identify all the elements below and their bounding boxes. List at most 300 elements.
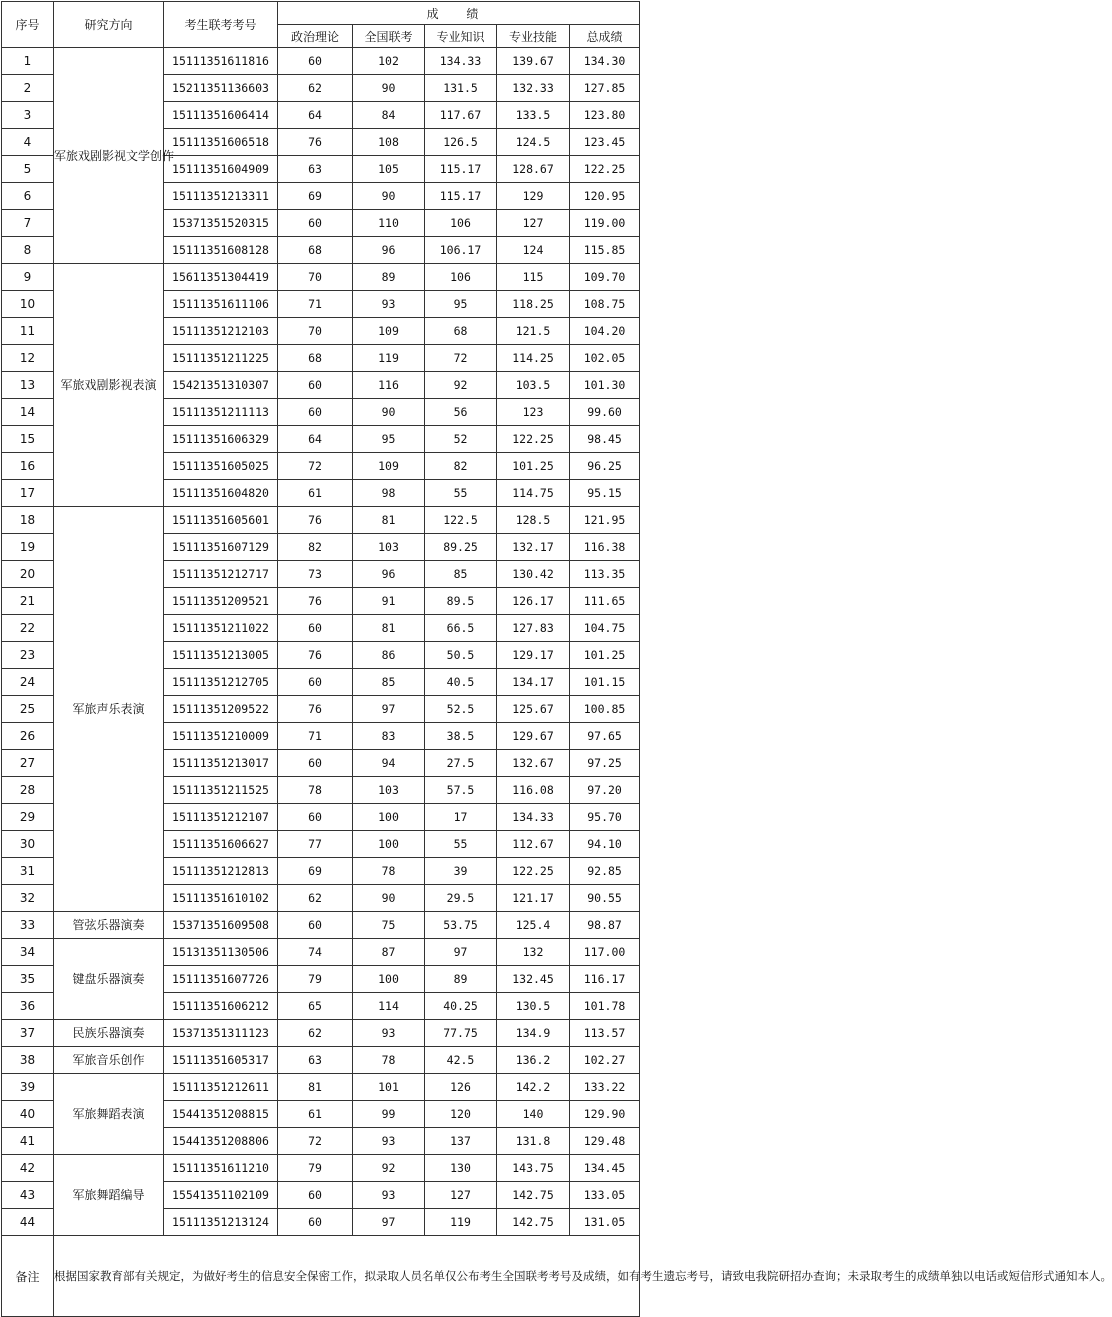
skill-cell: 125.67 xyxy=(497,696,570,723)
exam-id-cell: 15111351605317 xyxy=(164,1047,278,1074)
note-label: 备注 xyxy=(2,1236,54,1317)
skill-cell: 126.17 xyxy=(497,588,570,615)
national-cell: 81 xyxy=(353,507,425,534)
exam-id-cell: 15111351608128 xyxy=(164,237,278,264)
skill-cell: 118.25 xyxy=(497,291,570,318)
skill-cell: 112.67 xyxy=(497,831,570,858)
seq-cell: 36 xyxy=(2,993,54,1020)
exam-id-cell: 15371351609508 xyxy=(164,912,278,939)
table-row xyxy=(2,1074,640,1101)
politics-cell: 60 xyxy=(278,804,353,831)
seq-cell: 21 xyxy=(2,588,54,615)
seq-cell: 38 xyxy=(2,1047,54,1074)
national-cell: 100 xyxy=(353,831,425,858)
direction-cell: 民族乐器演奏 xyxy=(54,1020,164,1047)
politics-cell: 82 xyxy=(278,534,353,561)
seq-cell: 34 xyxy=(2,939,54,966)
total-cell: 108.75 xyxy=(570,291,640,318)
knowledge-cell: 42.5 xyxy=(425,1047,497,1074)
direction-cell: 军旅舞蹈编导 xyxy=(54,1155,164,1236)
knowledge-cell: 126 xyxy=(425,1074,497,1101)
politics-cell: 76 xyxy=(278,696,353,723)
seq-cell: 6 xyxy=(2,183,54,210)
knowledge-cell: 92 xyxy=(425,372,497,399)
seq-cell: 18 xyxy=(2,507,54,534)
total-cell: 116.38 xyxy=(570,534,640,561)
total-cell: 115.85 xyxy=(570,237,640,264)
national-cell: 109 xyxy=(353,318,425,345)
seq-cell: 24 xyxy=(2,669,54,696)
national-cell: 105 xyxy=(353,156,425,183)
total-cell: 99.60 xyxy=(570,399,640,426)
politics-cell: 68 xyxy=(278,237,353,264)
politics-cell: 76 xyxy=(278,588,353,615)
knowledge-cell: 55 xyxy=(425,480,497,507)
exam-id-cell: 15111351212705 xyxy=(164,669,278,696)
politics-cell: 76 xyxy=(278,129,353,156)
national-cell: 93 xyxy=(353,1020,425,1047)
skill-cell: 121.17 xyxy=(497,885,570,912)
seq-cell: 10 xyxy=(2,291,54,318)
exam-id-cell: 15111351606212 xyxy=(164,993,278,1020)
knowledge-cell: 115.17 xyxy=(425,156,497,183)
direction-cell: 军旅舞蹈表演 xyxy=(54,1074,164,1155)
seq-cell: 13 xyxy=(2,372,54,399)
header-total: 总成绩 xyxy=(570,25,640,48)
skill-cell: 129.67 xyxy=(497,723,570,750)
national-cell: 90 xyxy=(353,399,425,426)
total-cell: 101.30 xyxy=(570,372,640,399)
exam-id-cell: 15211351136603 xyxy=(164,75,278,102)
politics-cell: 61 xyxy=(278,480,353,507)
total-cell: 102.05 xyxy=(570,345,640,372)
skill-cell: 122.25 xyxy=(497,426,570,453)
politics-cell: 60 xyxy=(278,1182,353,1209)
knowledge-cell: 89 xyxy=(425,966,497,993)
total-cell: 133.05 xyxy=(570,1182,640,1209)
table-row xyxy=(2,507,640,534)
national-cell: 93 xyxy=(353,1128,425,1155)
national-cell: 85 xyxy=(353,669,425,696)
skill-cell: 116.08 xyxy=(497,777,570,804)
politics-cell: 63 xyxy=(278,1047,353,1074)
total-cell: 129.48 xyxy=(570,1128,640,1155)
national-cell: 93 xyxy=(353,1182,425,1209)
seq-cell: 12 xyxy=(2,345,54,372)
knowledge-cell: 127 xyxy=(425,1182,497,1209)
seq-cell: 31 xyxy=(2,858,54,885)
knowledge-cell: 72 xyxy=(425,345,497,372)
exam-id-cell: 15111351209521 xyxy=(164,588,278,615)
knowledge-cell: 117.67 xyxy=(425,102,497,129)
knowledge-cell: 89.25 xyxy=(425,534,497,561)
national-cell: 97 xyxy=(353,1209,425,1236)
seq-cell: 26 xyxy=(2,723,54,750)
total-cell: 102.27 xyxy=(570,1047,640,1074)
total-cell: 123.80 xyxy=(570,102,640,129)
politics-cell: 62 xyxy=(278,1020,353,1047)
politics-cell: 69 xyxy=(278,183,353,210)
total-cell: 117.00 xyxy=(570,939,640,966)
knowledge-cell: 38.5 xyxy=(425,723,497,750)
knowledge-cell: 122.5 xyxy=(425,507,497,534)
politics-cell: 71 xyxy=(278,291,353,318)
table-row xyxy=(2,264,640,291)
politics-cell: 60 xyxy=(278,372,353,399)
politics-cell: 71 xyxy=(278,723,353,750)
exam-id-cell: 15111351604820 xyxy=(164,480,278,507)
knowledge-cell: 134.33 xyxy=(425,48,497,75)
seq-cell: 41 xyxy=(2,1128,54,1155)
seq-cell: 4 xyxy=(2,129,54,156)
seq-cell: 33 xyxy=(2,912,54,939)
skill-cell: 142.2 xyxy=(497,1074,570,1101)
skill-cell: 128.5 xyxy=(497,507,570,534)
national-cell: 97 xyxy=(353,696,425,723)
skill-cell: 115 xyxy=(497,264,570,291)
total-cell: 113.35 xyxy=(570,561,640,588)
seq-cell: 16 xyxy=(2,453,54,480)
total-cell: 116.17 xyxy=(570,966,640,993)
national-cell: 91 xyxy=(353,588,425,615)
knowledge-cell: 106 xyxy=(425,210,497,237)
knowledge-cell: 53.75 xyxy=(425,912,497,939)
national-cell: 95 xyxy=(353,426,425,453)
total-cell: 95.70 xyxy=(570,804,640,831)
politics-cell: 61 xyxy=(278,1101,353,1128)
national-cell: 103 xyxy=(353,777,425,804)
direction-cell: 军旅戏剧影视文学创作 xyxy=(54,48,164,264)
seq-cell: 29 xyxy=(2,804,54,831)
table-row xyxy=(2,1155,640,1182)
direction-cell: 军旅声乐表演 xyxy=(54,507,164,912)
skill-cell: 134.33 xyxy=(497,804,570,831)
politics-cell: 62 xyxy=(278,885,353,912)
direction-cell: 军旅音乐创作 xyxy=(54,1047,164,1074)
total-cell: 131.05 xyxy=(570,1209,640,1236)
skill-cell: 101.25 xyxy=(497,453,570,480)
total-cell: 101.15 xyxy=(570,669,640,696)
total-cell: 123.45 xyxy=(570,129,640,156)
header-knowledge: 专业知识 xyxy=(425,25,497,48)
header-exam-id: 考生联考考号 xyxy=(164,2,278,48)
seq-cell: 27 xyxy=(2,750,54,777)
seq-cell: 32 xyxy=(2,885,54,912)
national-cell: 92 xyxy=(353,1155,425,1182)
seq-cell: 8 xyxy=(2,237,54,264)
seq-cell: 43 xyxy=(2,1182,54,1209)
knowledge-cell: 82 xyxy=(425,453,497,480)
exam-id-cell: 15111351211525 xyxy=(164,777,278,804)
politics-cell: 79 xyxy=(278,966,353,993)
national-cell: 89 xyxy=(353,264,425,291)
knowledge-cell: 89.5 xyxy=(425,588,497,615)
seq-cell: 3 xyxy=(2,102,54,129)
skill-cell: 132 xyxy=(497,939,570,966)
total-cell: 101.25 xyxy=(570,642,640,669)
politics-cell: 60 xyxy=(278,399,353,426)
national-cell: 102 xyxy=(353,48,425,75)
exam-id-cell: 15111351213017 xyxy=(164,750,278,777)
exam-id-cell: 15111351611106 xyxy=(164,291,278,318)
header-seq: 序号 xyxy=(2,2,54,48)
knowledge-cell: 66.5 xyxy=(425,615,497,642)
knowledge-cell: 97 xyxy=(425,939,497,966)
national-cell: 93 xyxy=(353,291,425,318)
skill-cell: 133.5 xyxy=(497,102,570,129)
seq-cell: 22 xyxy=(2,615,54,642)
national-cell: 78 xyxy=(353,1047,425,1074)
knowledge-cell: 137 xyxy=(425,1128,497,1155)
national-cell: 81 xyxy=(353,615,425,642)
exam-id-cell: 15111351610102 xyxy=(164,885,278,912)
national-cell: 119 xyxy=(353,345,425,372)
total-cell: 100.85 xyxy=(570,696,640,723)
seq-cell: 7 xyxy=(2,210,54,237)
exam-id-cell: 15111351213311 xyxy=(164,183,278,210)
total-cell: 98.87 xyxy=(570,912,640,939)
knowledge-cell: 131.5 xyxy=(425,75,497,102)
skill-cell: 132.45 xyxy=(497,966,570,993)
national-cell: 96 xyxy=(353,561,425,588)
knowledge-cell: 126.5 xyxy=(425,129,497,156)
seq-cell: 15 xyxy=(2,426,54,453)
knowledge-cell: 68 xyxy=(425,318,497,345)
exam-id-cell: 15111351213124 xyxy=(164,1209,278,1236)
skill-cell: 130.5 xyxy=(497,993,570,1020)
national-cell: 90 xyxy=(353,183,425,210)
total-cell: 97.65 xyxy=(570,723,640,750)
national-cell: 83 xyxy=(353,723,425,750)
national-cell: 100 xyxy=(353,804,425,831)
skill-cell: 122.25 xyxy=(497,858,570,885)
exam-id-cell: 15111351607726 xyxy=(164,966,278,993)
seq-cell: 9 xyxy=(2,264,54,291)
politics-cell: 60 xyxy=(278,912,353,939)
seq-cell: 19 xyxy=(2,534,54,561)
national-cell: 75 xyxy=(353,912,425,939)
knowledge-cell: 77.75 xyxy=(425,1020,497,1047)
knowledge-cell: 115.17 xyxy=(425,183,497,210)
knowledge-cell: 17 xyxy=(425,804,497,831)
politics-cell: 65 xyxy=(278,993,353,1020)
knowledge-cell: 120 xyxy=(425,1101,497,1128)
exam-id-cell: 15111351606329 xyxy=(164,426,278,453)
national-cell: 109 xyxy=(353,453,425,480)
seq-cell: 11 xyxy=(2,318,54,345)
total-cell: 94.10 xyxy=(570,831,640,858)
politics-cell: 60 xyxy=(278,1209,353,1236)
national-cell: 96 xyxy=(353,237,425,264)
exam-id-cell: 15111351209522 xyxy=(164,696,278,723)
header-skill: 专业技能 xyxy=(497,25,570,48)
national-cell: 116 xyxy=(353,372,425,399)
direction-cell: 键盘乐器演奏 xyxy=(54,939,164,1020)
table-row xyxy=(2,939,640,966)
table-row xyxy=(2,912,640,939)
national-cell: 101 xyxy=(353,1074,425,1101)
note-text: 根据国家教育部有关规定，为做好考生的信息安全保密工作，拟录取人员名单仅公布考生全国联考考号及成绩，如有考生遗忘考号，请致电我院研招办查询；未录取考生的成绩单独以电话或短信形式通知本人。 xyxy=(54,1236,640,1317)
exam-id-cell: 15441351208815 xyxy=(164,1101,278,1128)
knowledge-cell: 52.5 xyxy=(425,696,497,723)
skill-cell: 127 xyxy=(497,210,570,237)
seq-cell: 1 xyxy=(2,48,54,75)
skill-cell: 132.67 xyxy=(497,750,570,777)
header-direction: 研究方向 xyxy=(54,2,164,48)
total-cell: 97.20 xyxy=(570,777,640,804)
exam-id-cell: 15111351211113 xyxy=(164,399,278,426)
direction-cell: 军旅戏剧影视表演 xyxy=(54,264,164,507)
seq-cell: 23 xyxy=(2,642,54,669)
skill-cell: 121.5 xyxy=(497,318,570,345)
exam-id-cell: 15371351311123 xyxy=(164,1020,278,1047)
seq-cell: 25 xyxy=(2,696,54,723)
knowledge-cell: 27.5 xyxy=(425,750,497,777)
seq-cell: 39 xyxy=(2,1074,54,1101)
exam-id-cell: 15111351210009 xyxy=(164,723,278,750)
national-cell: 114 xyxy=(353,993,425,1020)
skill-cell: 124.5 xyxy=(497,129,570,156)
politics-cell: 64 xyxy=(278,102,353,129)
skill-cell: 140 xyxy=(497,1101,570,1128)
skill-cell: 132.33 xyxy=(497,75,570,102)
skill-cell: 124 xyxy=(497,237,570,264)
knowledge-cell: 119 xyxy=(425,1209,497,1236)
total-cell: 95.15 xyxy=(570,480,640,507)
exam-id-cell: 15111351211022 xyxy=(164,615,278,642)
header-politics: 政治理论 xyxy=(278,25,353,48)
knowledge-cell: 106.17 xyxy=(425,237,497,264)
politics-cell: 60 xyxy=(278,750,353,777)
exam-id-cell: 15111351605601 xyxy=(164,507,278,534)
skill-cell: 130.42 xyxy=(497,561,570,588)
national-cell: 84 xyxy=(353,102,425,129)
skill-cell: 132.17 xyxy=(497,534,570,561)
politics-cell: 74 xyxy=(278,939,353,966)
exam-id-cell: 15421351310307 xyxy=(164,372,278,399)
skill-cell: 136.2 xyxy=(497,1047,570,1074)
exam-id-cell: 15111351607129 xyxy=(164,534,278,561)
politics-cell: 77 xyxy=(278,831,353,858)
politics-cell: 70 xyxy=(278,318,353,345)
exam-id-cell: 15611351304419 xyxy=(164,264,278,291)
exam-id-cell: 15371351520315 xyxy=(164,210,278,237)
exam-id-cell: 15111351212611 xyxy=(164,1074,278,1101)
total-cell: 134.45 xyxy=(570,1155,640,1182)
knowledge-cell: 52 xyxy=(425,426,497,453)
knowledge-cell: 106 xyxy=(425,264,497,291)
total-cell: 121.95 xyxy=(570,507,640,534)
national-cell: 90 xyxy=(353,885,425,912)
knowledge-cell: 50.5 xyxy=(425,642,497,669)
total-cell: 134.30 xyxy=(570,48,640,75)
total-cell: 97.25 xyxy=(570,750,640,777)
skill-cell: 123 xyxy=(497,399,570,426)
politics-cell: 60 xyxy=(278,615,353,642)
total-cell: 113.57 xyxy=(570,1020,640,1047)
national-cell: 86 xyxy=(353,642,425,669)
skill-cell: 142.75 xyxy=(497,1209,570,1236)
politics-cell: 60 xyxy=(278,210,353,237)
politics-cell: 70 xyxy=(278,264,353,291)
total-cell: 104.20 xyxy=(570,318,640,345)
knowledge-cell: 39 xyxy=(425,858,497,885)
total-cell: 111.65 xyxy=(570,588,640,615)
exam-id-cell: 15111351606627 xyxy=(164,831,278,858)
skill-cell: 129 xyxy=(497,183,570,210)
skill-cell: 114.75 xyxy=(497,480,570,507)
total-cell: 122.25 xyxy=(570,156,640,183)
exam-id-cell: 15111351213005 xyxy=(164,642,278,669)
politics-cell: 72 xyxy=(278,453,353,480)
knowledge-cell: 40.5 xyxy=(425,669,497,696)
seq-cell: 17 xyxy=(2,480,54,507)
total-cell: 104.75 xyxy=(570,615,640,642)
skill-cell: 139.67 xyxy=(497,48,570,75)
seq-cell: 14 xyxy=(2,399,54,426)
table-row xyxy=(2,1047,640,1074)
total-cell: 90.55 xyxy=(570,885,640,912)
exam-id-cell: 15111351212813 xyxy=(164,858,278,885)
exam-id-cell: 15111351212107 xyxy=(164,804,278,831)
knowledge-cell: 55 xyxy=(425,831,497,858)
national-cell: 99 xyxy=(353,1101,425,1128)
exam-id-cell: 15541351102109 xyxy=(164,1182,278,1209)
table-row xyxy=(2,1020,640,1047)
knowledge-cell: 95 xyxy=(425,291,497,318)
table-row xyxy=(2,48,640,75)
exam-id-cell: 15111351605025 xyxy=(164,453,278,480)
politics-cell: 81 xyxy=(278,1074,353,1101)
knowledge-cell: 56 xyxy=(425,399,497,426)
knowledge-cell: 40.25 xyxy=(425,993,497,1020)
knowledge-cell: 85 xyxy=(425,561,497,588)
politics-cell: 76 xyxy=(278,642,353,669)
politics-cell: 62 xyxy=(278,75,353,102)
direction-cell: 管弦乐器演奏 xyxy=(54,912,164,939)
exam-id-cell: 15111351606414 xyxy=(164,102,278,129)
national-cell: 110 xyxy=(353,210,425,237)
skill-cell: 143.75 xyxy=(497,1155,570,1182)
total-cell: 92.85 xyxy=(570,858,640,885)
skill-cell: 127.83 xyxy=(497,615,570,642)
national-cell: 78 xyxy=(353,858,425,885)
total-cell: 133.22 xyxy=(570,1074,640,1101)
seq-cell: 35 xyxy=(2,966,54,993)
exam-id-cell: 15111351611816 xyxy=(164,48,278,75)
header-national: 全国联考 xyxy=(353,25,425,48)
politics-cell: 73 xyxy=(278,561,353,588)
politics-cell: 78 xyxy=(278,777,353,804)
total-cell: 129.90 xyxy=(570,1101,640,1128)
knowledge-cell: 57.5 xyxy=(425,777,497,804)
total-cell: 98.45 xyxy=(570,426,640,453)
total-cell: 127.85 xyxy=(570,75,640,102)
seq-cell: 30 xyxy=(2,831,54,858)
knowledge-cell: 130 xyxy=(425,1155,497,1182)
national-cell: 94 xyxy=(353,750,425,777)
total-cell: 120.95 xyxy=(570,183,640,210)
national-cell: 90 xyxy=(353,75,425,102)
seq-cell: 28 xyxy=(2,777,54,804)
national-cell: 103 xyxy=(353,534,425,561)
politics-cell: 68 xyxy=(278,345,353,372)
politics-cell: 63 xyxy=(278,156,353,183)
national-cell: 98 xyxy=(353,480,425,507)
exam-id-cell: 15131351130506 xyxy=(164,939,278,966)
exam-id-cell: 15111351606518 xyxy=(164,129,278,156)
admission-score-table xyxy=(1,1,1112,1317)
